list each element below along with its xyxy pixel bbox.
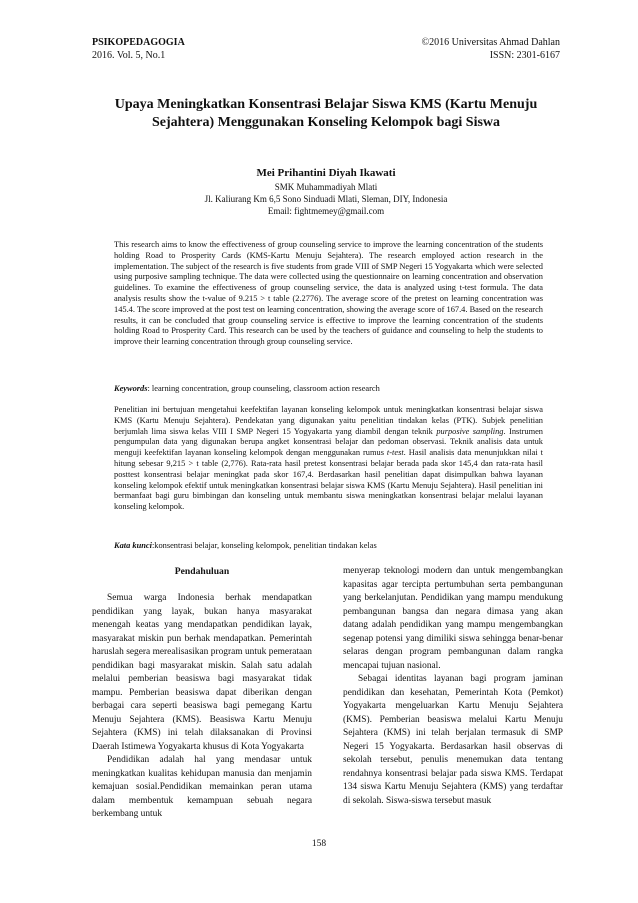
section-heading: Pendahuluan [174,566,230,577]
journal-name: PSIKOPEDAGOGIA [92,37,185,48]
title-line-2: Sejahtera) Menggunakan Konseling Kelompok bagi Siswa [151,115,501,130]
running-header-right [422,36,560,62]
author-block [84,166,568,217]
paper-title [84,96,568,132]
keywords-text: : learning concentration, group counseling, classroom action research [147,384,380,393]
paragraph: menyerap teknologi modern dan untuk mengembangkan kapasitas agar tercipta pertumbuhan serta pembangunan yang berkelanjutan. Pendidikan yang mampu mendukung pembangunan bangsa dan negara dimasa yang akan datang adalah pendidikan yang mampu mengembangkan segenap potensi yang dimiliki siswa sehingga benar-benar selaras dengan program pembangunan dalam rangka mencapai tujuan nasional. [343,566,563,671]
title-line-1: Upaya Meningkatkan Konsentrasi Belajar Siswa KMS (Kartu Menuju [114,97,538,112]
author-address: Jl. Kaliurang Km 6,5 Sono Sinduadi Mlati, Sleman, DIY, Indonesia [204,194,448,204]
author-affiliation: SMK Muhammadiyah Mlati [274,182,378,192]
kata-kunci-text: :konsentrasi belajar, konseling kelompok, penelitian tindakan kelas [151,541,377,550]
abstract-id-text-3: . Hasil analisis data menunjukkan nilai t hitung sebesar 9,215 > t table (2,776). Rata-rata hasil pretest konsentrasi belajar berada pada skor 145,4 dan rata-rata hasil posttest konsentrasi belajar meningkat pada skor 167,4. Berdasarkan hasil penelitian dapat disimpulkan bahwa layanan konseling kelompok efektif untuk meningkatkan konsentrasi belajar siswa KMS (Kartu Menuju Sejahtera). Hasil penelitian ini bermanfaat bagi guru bimbingan dan konseling untuk membantu siswa meningkatkan konsentrasi belajar melalui layanan konseling kelompok. [114,448,543,512]
issn: ISSN: 2301-6167 [489,50,560,61]
running-header-left [92,36,185,62]
paragraph: Sebagai identitas layanan bagi program jaminan pendidikan dan kesehatan, Pemerintah Kota (Pemkot) Yogyakarta mengeluarkan Kartu Menuju Sejahtera (KMS). Pemberian beasiswa melalui Kartu Menuju Sejahtera (KMS) ini telah berjalan termasuk di SMP Negeri 15 Yogyakarta. Berdasarkan hasil observas di sekolah tersebut, penulis menemukan data tentang rendahnya konsentrasi belajar pada siswa KMS. Terdapat 134 siswa Kartu Menuju Sejahtera (KMS) yang terdaftar di sekolah. Siswa-siswa tersebut masuk [343,674,563,806]
abstract-id-text-2: . Instrumen pengumpulan data yang digunakan berupa angket konsentrasi belajar dan pedoman observasi. Teknik analisis data untuk menguji keefektifan layanan konseling kelompok dengan menggunakan rumus [114,426,543,458]
author-name: Mei Prihantini Diyah Ikawati [256,167,396,179]
kata-kunci-label: Kata kunci [114,541,152,550]
body-column-right [343,565,563,808]
keywords-indonesian [114,541,543,552]
abstract-id-emphasis-1: purposive sampling [436,426,504,436]
body-column-left [92,565,312,822]
paragraph: Semua warga Indonesia berhak mendapatkan pendidikan yang layak, bukan hanya masyarakat menengah keatas yang mendapatkan pendidikan layak, masyarakat miskin pun berhak mendapatkan. Pemerintah haruslah segera merealisasikan program untuk pemerataan pendidikan bagi masyarakat miskin. Salah satu adalah melalui pemberian beasiswa bagi masyarakat tidak mampu. Pemberian beasiswa dapat diberikan dengan berbagai cara seperti beasiswa bagi pemegang Kartu Menuju Sejahtera (KMS). Beasiswa Kartu Menuju Sejahtera (KMS) ini telah dilaksanakan di Provinsi Daerah Istimewa Yogyakarta khusus di Kota Yogyakarta [92,593,312,752]
author-email: Email: fightmemey@gmail.com [267,206,385,216]
keywords-english [114,384,543,395]
keywords-label: Keywords [114,384,148,393]
page-number: 158 [311,839,327,849]
abstract-id-emphasis-2: t-test [386,448,404,458]
paragraph: Pendidikan adalah hal yang mendasar untuk meningkatkan kualitas kehidupan manusia dan menjamin kemajuan sosial.Pendidikan memainkan peran utama dalam membentuk kemampuan sebuah negara berkembang untuk [92,755,312,819]
volume-info: 2016. Vol. 5, No.1 [92,50,166,61]
abstract-indonesian [114,405,543,513]
copyright-notice: ©2016 Universitas Ahmad Dahlan [421,37,560,48]
abstract-english: This research aims to know the effectiveness of group counseling service to improve the learning concentration of the students holding Road to Prosperity Cards (KMS-Kartu Menuju Sejahtera). The research employed action research in the implementation. The subject of the research is five students from grade VIII of SMP Negeri 15 Yogyakarta which were selected using purposive sampling technique. The data were collected using the questionnaire on learning concentration and observation guidelines. To examine the effectiveness of group counseling service, the data is analyzed using t-test formula. The data analysis results show the t-value of 9.215 > t table (2.2776). The average score of the pretest on learning concentration was 145.4. The score improved at the post test on learning concentration, showing the average score of 167.4. Based on the research results, it can be concluded that group counseling service is effective to improve the learning concentration of the students holding Road to Prosperity Card. This research can be used by the teachers of guidance and counseling to help the students to improve their learning concentration through group counseling service. [114,240,543,347]
abstract-id-text-1: Penelitian ini bertujuan mengetahui keefektifan layanan konseling kelompok untuk meningkatkan konsentrasi belajar siswa KMS (Kartu Menuju Sejahtera). Pendekatan yang digunakan yaitu penelitian tindakan kelas (PTK). Subjek penelitian berjumlah lima siswa kelas VIII I SMP Negeri 15 Yogyakarta yang diambil dengan teknik [114,405,543,436]
